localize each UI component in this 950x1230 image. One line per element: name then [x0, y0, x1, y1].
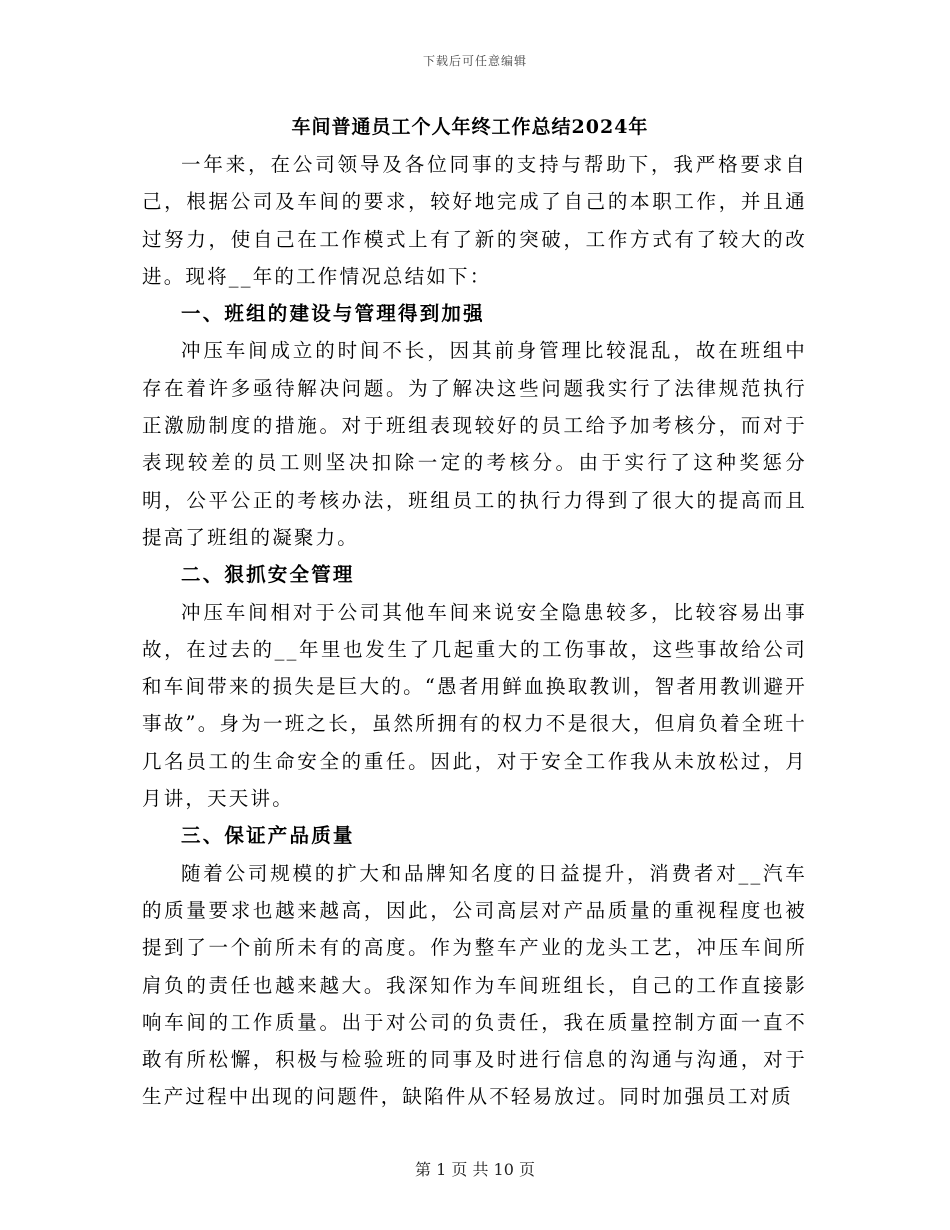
document-title: 车间普通员工个人年终工作总结2024年 [291, 116, 649, 138]
page-footer: 第 1 页 共 10 页 [415, 1160, 535, 1179]
section-heading-2: 二、狠抓安全管理 [181, 563, 355, 587]
section-heading-1: 一、班组的建设与管理得到加强 [181, 302, 485, 326]
header-note: 下载后可任意编辑 [422, 54, 527, 68]
section-body-3: 随着公司规模的扩大和品牌知名度的日益提升，消费者对__汽车的质量要求也越来越高，因此，公司高层对产品质量的重视程度也被提到了一个前所未有的高度。作为整车产业的龙头工艺，冲压车间所肩负的责任也越来越大。我深知作为车间班组长，自己的工作直接影响车间的工作质量。出于对公司的负责任，我在质量控制方面一直不敢有所松懈，积极与检验班的同事及时进行信息的沟通与沟通，对于生产过程中出现的问题件，缺陷件从不轻易放过。同时加强员工对质 [142, 861, 807, 1109]
section-body-2: 冲压车间相对于公司其他车间来说安全隐患较多，比较容易出事故，在过去的__年里也发生了几起重大的工伤事故，这些事故给公司和车间带来的损失是巨大的。“愚者用鲜血换取教训，智者用教训避开事故”。身为一班之长，虽然所拥有的权力不是很大，但肩负着全班十几名员工的生命安全的重任。因此，对于安全工作我从未放松过，月月讲，天天讲。 [142, 600, 807, 811]
document-body [142, 146, 807, 1116]
section-heading-3: 三、保证产品质量 [181, 824, 355, 848]
intro-paragraph: 一年来，在公司领导及各位同事的支持与帮助下，我严格要求自己，根据公司及车间的要求，较好地完成了自己的本职工作，并且通过努力，使自己在工作模式上有了新的突破，工作方式有了较大的改进。现将__年的工作情况总结如下： [142, 153, 807, 288]
section-body-1: 冲压车间成立的时间不长，因其前身管理比较混乱，故在班组中存在着许多亟待解决问题。为了解决这些问题我实行了法律规范执行正激励制度的措施。对于班组表现较好的员工给予加考核分，而对于表现较差的员工则坚决扣除一定的考核分。由于实行了这种奖惩分明，公平公正的考核办法，班组员工的执行力得到了很大的提高而且提高了班组的凝聚力。 [142, 339, 807, 549]
